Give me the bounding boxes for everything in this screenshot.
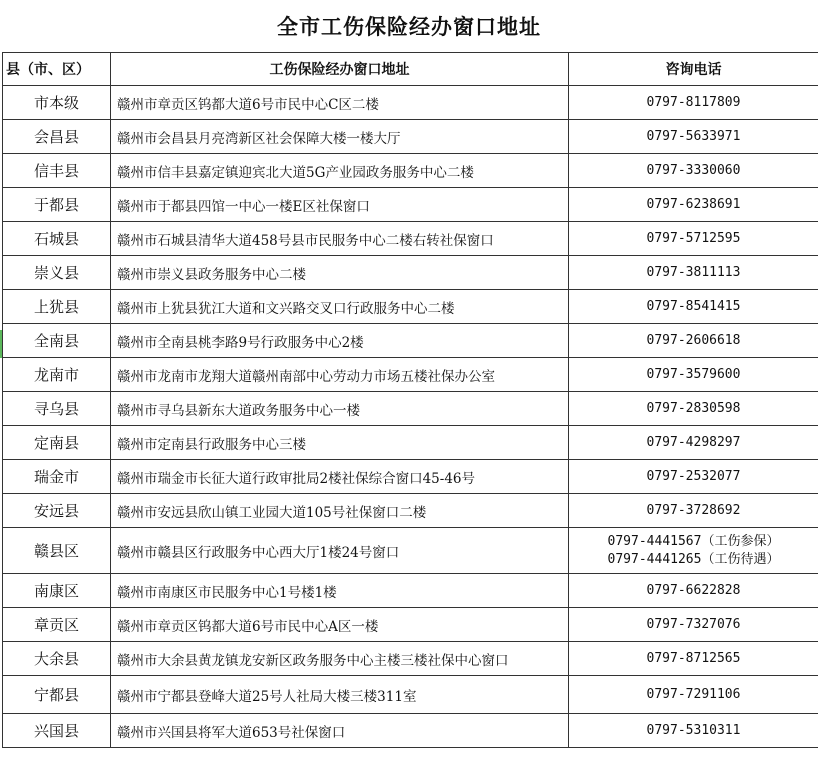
phone-cell xyxy=(569,714,818,748)
phone-cell xyxy=(569,426,818,460)
address-cell: 赣州市龙南市龙翔大道赣州南部中心劳动力市场五楼社保办公室 xyxy=(111,358,569,392)
phone-cell xyxy=(569,494,818,528)
table-row xyxy=(3,324,818,358)
county-cell: 章贡区 xyxy=(3,608,111,642)
phone-cell xyxy=(569,188,818,222)
table-row xyxy=(3,86,818,120)
phone-cell xyxy=(569,154,818,188)
header-address: 工伤保险经办窗口地址 xyxy=(111,53,569,86)
table-row xyxy=(3,154,818,188)
phone-number: 0797-3811113 xyxy=(646,264,741,280)
table-row xyxy=(3,608,818,642)
county-cell: 上犹县 xyxy=(3,290,111,324)
address-cell: 赣州市崇义县政务服务中心二楼 xyxy=(111,256,569,290)
phone-number: 0797-5310311 xyxy=(646,722,741,738)
table-row xyxy=(3,460,818,494)
table-row xyxy=(3,494,818,528)
phone-number: 0797-8541415 xyxy=(646,298,741,314)
county-cell: 于都县 xyxy=(3,188,111,222)
county-cell: 定南县 xyxy=(3,426,111,460)
phone-number: 0797-7327076 xyxy=(646,616,741,632)
phone-cell xyxy=(569,358,818,392)
phone-cell xyxy=(569,86,818,120)
county-cell: 兴国县 xyxy=(3,714,111,748)
phone-number: 0797-6622828 xyxy=(646,582,741,598)
phone-number: 0797-5633971 xyxy=(646,128,741,144)
address-cell: 赣州市寻乌县新东大道政务服务中心一楼 xyxy=(111,392,569,426)
phone-cell xyxy=(569,642,818,676)
address-cell: 赣州市会昌县月亮湾新区社会保障大楼一楼大厅 xyxy=(111,120,569,154)
table-row xyxy=(3,120,818,154)
table-row xyxy=(3,528,818,574)
table-header-row xyxy=(3,53,818,86)
phone-number: 0797-4441567（工伤参保） xyxy=(607,533,780,549)
header-phone: 咨询电话 xyxy=(569,53,818,86)
address-cell: 赣州市赣县区行政服务中心西大厅1楼24号窗口 xyxy=(111,528,569,574)
county-cell: 全南县 xyxy=(3,324,111,358)
phone-cell xyxy=(569,290,818,324)
address-cell: 赣州市南康区市民服务中心1号楼1楼 xyxy=(111,574,569,608)
address-cell: 赣州市兴国县将军大道653号社保窗口 xyxy=(111,714,569,748)
address-cell: 赣州市章贡区钨都大道6号市民中心C区二楼 xyxy=(111,86,569,120)
phone-number: 0797-2830598 xyxy=(646,400,741,416)
phone-cell xyxy=(569,676,818,714)
office-table xyxy=(2,52,818,748)
phone-number: 0797-8712565 xyxy=(646,650,741,666)
county-cell: 大余县 xyxy=(3,642,111,676)
address-cell: 赣州市大余县黄龙镇龙安新区政务服务中心主楼三楼社保中心窗口 xyxy=(111,642,569,676)
table-row xyxy=(3,574,818,608)
phone-cell xyxy=(569,256,818,290)
phone-number: 0797-3579600 xyxy=(646,366,741,382)
county-cell: 瑞金市 xyxy=(3,460,111,494)
address-cell: 赣州市信丰县嘉定镇迎宾北大道5G产业园政务服务中心二楼 xyxy=(111,154,569,188)
table-row xyxy=(3,676,818,714)
phone-number: 0797-6238691 xyxy=(646,196,741,212)
address-cell: 赣州市定南县行政服务中心三楼 xyxy=(111,426,569,460)
phone-number: 0797-4441265（工伤待遇） xyxy=(607,551,780,567)
county-cell: 崇义县 xyxy=(3,256,111,290)
county-cell: 石城县 xyxy=(3,222,111,256)
table-row xyxy=(3,392,818,426)
table-row xyxy=(3,290,818,324)
phone-number: 0797-3728692 xyxy=(646,502,741,518)
table-row xyxy=(3,188,818,222)
table-row xyxy=(3,222,818,256)
address-cell: 赣州市于都县四馆一中心一楼E区社保窗口 xyxy=(111,188,569,222)
phone-cell xyxy=(569,608,818,642)
phone-number: 0797-3330060 xyxy=(646,162,741,178)
address-cell: 赣州市宁都县登峰大道25号人社局大楼三楼311室 xyxy=(111,676,569,714)
county-cell: 信丰县 xyxy=(3,154,111,188)
phone-number: 0797-8117809 xyxy=(646,94,741,110)
county-cell: 赣县区 xyxy=(3,528,111,574)
header-county: 县（市、区） xyxy=(3,53,111,86)
phone-number: 0797-2532077 xyxy=(646,468,741,484)
county-cell: 南康区 xyxy=(3,574,111,608)
address-cell: 赣州市章贡区钨都大道6号市民中心A区一楼 xyxy=(111,608,569,642)
county-cell: 寻乌县 xyxy=(3,392,111,426)
phone-number: 0797-4298297 xyxy=(646,434,741,450)
address-cell: 赣州市全南县桃李路9号行政服务中心2楼 xyxy=(111,324,569,358)
address-cell: 赣州市上犹县犹江大道和文兴路交叉口行政服务中心二楼 xyxy=(111,290,569,324)
phone-cell xyxy=(569,460,818,494)
table-row xyxy=(3,714,818,748)
county-cell: 安远县 xyxy=(3,494,111,528)
phone-cell xyxy=(569,222,818,256)
cell-selection-marker xyxy=(0,330,2,358)
county-cell: 龙南市 xyxy=(3,358,111,392)
phone-cell xyxy=(569,528,818,574)
address-cell: 赣州市安远县欣山镇工业园大道105号社保窗口二楼 xyxy=(111,494,569,528)
page-title: 全市工伤保险经办窗口地址 xyxy=(277,15,541,39)
phone-cell xyxy=(569,324,818,358)
table-row xyxy=(3,256,818,290)
table-row xyxy=(3,426,818,460)
phone-number: 0797-5712595 xyxy=(646,230,741,246)
address-cell: 赣州市石城县清华大道458号县市民服务中心二楼右转社保窗口 xyxy=(111,222,569,256)
county-cell: 会昌县 xyxy=(3,120,111,154)
table-row xyxy=(3,642,818,676)
county-cell: 宁都县 xyxy=(3,676,111,714)
county-cell: 市本级 xyxy=(3,86,111,120)
phone-cell xyxy=(569,120,818,154)
phone-number: 0797-7291106 xyxy=(646,686,741,702)
phone-number: 0797-2606618 xyxy=(646,332,741,348)
address-cell: 赣州市瑞金市长征大道行政审批局2楼社保综合窗口45-46号 xyxy=(111,460,569,494)
table-row xyxy=(3,358,818,392)
phone-cell xyxy=(569,574,818,608)
phone-cell xyxy=(569,392,818,426)
